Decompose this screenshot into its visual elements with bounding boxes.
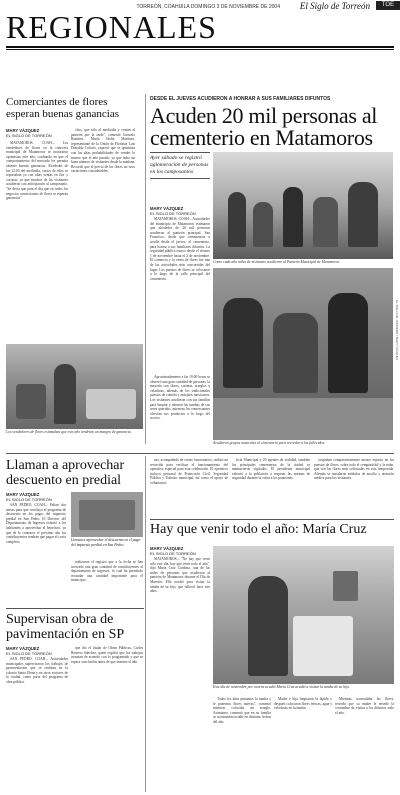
maria-byline-name: MARY VÁZQUEZ <box>150 546 184 551</box>
maria-byline <box>150 546 210 556</box>
predial-paragraph: realizaron el registro que a la fecha se han acercado una gran cantidad de contribuyentes al departamento de ingresos, lo cual ha permitido recaudar una cantidad importante para el municipio. <box>71 560 143 583</box>
section-rule <box>6 46 394 48</box>
predial-body-col2 <box>71 560 143 603</box>
flores-paragraph: MATAMOROS, COAH.– Los vendedores de flores en la cabecera municipal de Matamoros se mostraron optimistas este año, confiando en que el comportamiento del mercado les permita obtener buenas ganancias. Alrededor de las 12:00 del mediodía, varios de ellos se reportaban ya con altas ventas en flor y coronas, ya que muchos de los visitantes acudieron con anticipación al camposanto. "Se decía que para el día que en todos los negocios comerciantes de flores se esperan ganancias". <box>6 141 68 201</box>
maria-body-col2 <box>213 697 271 792</box>
main-kicker: DESDE EL JUEVES ACUDIERON A HONRAR A SUS FAMILIARES DIFUNTOS <box>150 96 331 102</box>
location-date: TORREÓN, COAHUILA DOMINGO 3 DE NOVIEMBRE DE 2004 <box>136 4 280 10</box>
mid-body-col2 <box>232 458 310 516</box>
flores-byline-name: MARY VÁZQUEZ <box>6 128 40 133</box>
column-divider <box>145 94 146 444</box>
section-rule-thin <box>6 49 394 50</box>
predial-graphic <box>71 492 143 537</box>
pavimentacion-body-col1 <box>6 657 68 792</box>
main-body-col2 <box>150 375 210 443</box>
mid-body-col1 <box>150 458 228 516</box>
mid-paragraph: licía Municipal y 20 agentes de vialidad, también los principales cementerios de la ciudad se mantuvieron vigilados. El presidente municipal exhortó a la población a respetar las normas de seguridad durante la visita a los panteones. <box>232 458 310 481</box>
flores-photo <box>6 344 143 429</box>
maria-body-col4 <box>335 697 394 792</box>
main-photo-caption: Como cada año miles de visitantes acudieron al Panteón Municipal de Matamoros. <box>213 260 340 264</box>
maria-body-col1 <box>150 557 210 792</box>
main-paragraph: Aproximadamente a las 10:00 horas se observó una gran cantidad de personas, la mayoría con flores, coronas, arreglos y veladoras, además de los tradicionales puestos de comida y antojitos mexicanos. Los visitantes acudieron con sus familias para limpiar y adornar las tumbas de sus seres queridos, mientras los comerciantes ofrecían sus productos a lo largo del acceso. <box>150 375 210 421</box>
main-byline-name: MARY VÁZQUEZ <box>150 206 184 211</box>
pavimentacion-byline-org: EL SIGLO DE TORREÓN <box>6 651 52 656</box>
pavimentacion-paragraph: SAN PEDRO, COAH.– Autoridades municipales supervisaron los trabajos de pavimentación que se realizan en la colonia Santa Elena y en otros sectores de la ciudad, como parte del programa de obra pública. <box>6 657 68 684</box>
pavimentacion-byline <box>6 646 66 656</box>
maria-body-col3 <box>274 697 332 792</box>
maria-paragraph: Todos los años pintamos la tumba y le ponemos flores nuevas", comentó mientras colocaba un arreglo. Asimismo, comentó que en su familia se acostumbra acudir en distintas fechas del año. <box>213 697 271 724</box>
mid-paragraph: ocupaban comparativamente menos espacio en los puestos de flores, sobre todo el cempasúchil y la nube, que son las flores más solicitadas en esta temporada. Además se instalaron módulos de auxilio y atención médica para los visitantes. <box>314 458 394 481</box>
flores-body-col2 <box>71 128 135 341</box>
predial-byline-org: EL SIGLO DE TORREÓN <box>6 497 52 502</box>
predial-graphic-caption: Llaman a aprovechar el descuento en el pago del impuesto predial en San Pedro. <box>71 538 141 547</box>
story-rule <box>150 519 394 520</box>
flores-byline-org: EL SIGLO DE TORREÓN <box>6 133 52 138</box>
main-paragraph: MATAMOROS, COAH.– Autoridades del municipio de Matamoros estimaron que alrededor de 20 mil personas acudieron al panteón principal, San Francisco, desde que comenzaron a acudir desde el jueves, al cementerio, para honrar a sus familiares difuntos. La seguridad pública estuvo desde el viernes 1 de noviembre hasta el 2 de noviembre. El comercio y la venta de flores fue una de las actividades más concurridas del lugar. Los puestos de flores se colocaron a lo largo de la calle principal del cementerio. <box>150 217 210 281</box>
mid-body-col3 <box>314 458 394 516</box>
pavimentacion-byline-name: MARY VÁZQUEZ <box>6 646 40 651</box>
photo-credit: EL SIGLO DE TORREÓN / MARY VÁZQUEZ <box>395 300 399 361</box>
pavimentacion-paragraph: que dio el titular de Obras Públicas, Carlos Romero Sánchez, quien explicó que los trabajos avanzan de acuerdo con lo programado y que se espera concluirlos antes de que termine el año. <box>71 646 143 664</box>
pavimentacion-headline: Supervisan obra de pavimentación en SP <box>6 612 125 642</box>
maria-headline: Hay que venir todo el año: María Cruz <box>150 522 367 537</box>
maria-paragraph: Madre e hija limpiaron la lápida y después colocaron flores frescas, agua y veladoras en la tumba. <box>274 697 332 711</box>
flores-paragraph: chos, que sólo al mediodía y venían al panteón por la tarde", comentó Gonzalo Ramírez. María Idalia Martínez, representante de la Unión de Floristas Luis Donaldo Colosio, expresó que se optimista con las altas probabilidades de vender lo mismo que el año pasado, ya que hubo un buen número de visitantes desde la mañana. Recordó que el precio de las flores no tuvo variaciones considerables. <box>71 128 135 174</box>
brand-logo: El Siglo de Torreón <box>299 1 370 11</box>
pavimentacion-body-col2 <box>71 646 143 792</box>
main-byline-org: EL SIGLO DE TORREÓN <box>150 211 196 216</box>
predial-headline: Llaman a aprovechar descuento en predial <box>6 458 125 488</box>
maria-paragraph: MATAMOROS.– "No hay que venir sólo este día, hay que venir todo el año", dijo María Cruz Cardona, una de las miles de personas que acudieron al panteón de Matamoros durante el Día de Muertos. Ella acudió para visitar la tumba de su hijo, que falleció hace tres años. <box>150 557 210 594</box>
predial-paragraph: SAN PEDRO, COAH.– Faltan dos meses para que concluya el programa de descuento en los pagos del impuesto predial en San Pedro. El Director del Departamento de Ingresos exhortó a los habitantes a aprovechar el beneficio, ya que de lo contrario el próximo año los contribuyentes tendrán que pagar el costo completo. <box>6 503 66 544</box>
main-headline: Acuden 20 mil personas al cementerio en Matamoros <box>150 105 378 149</box>
section-title: REGIONALES <box>6 9 217 45</box>
main-photo2-caption: Acudieron grupos musicales al cementerio para recordar a los fallecidos. <box>213 441 325 445</box>
main-deck: Ayer sábado se registró aglomeración de personas en los camposantos <box>150 152 210 179</box>
section-badge: TOE <box>376 1 400 10</box>
column-divider <box>145 456 146 792</box>
main-byline <box>150 206 210 216</box>
maria-photo-caption: Este día de noviembre por ocurra acudió María Cruz acudió a visitar la tumba de su hijo. <box>213 685 351 689</box>
predial-byline-name: MARY VÁZQUEZ <box>6 492 40 497</box>
predial-byline <box>6 492 66 502</box>
flores-byline <box>6 128 76 138</box>
flores-photo-caption: Los vendedores de flores estimaban que este año tendrían un margen de ganancia. <box>6 430 132 434</box>
flores-body-col1 <box>6 141 68 341</box>
main-photo <box>213 152 393 259</box>
maria-byline-org: EL SIGLO DE TORREÓN <box>150 551 196 556</box>
main-photo-musicians <box>213 268 393 440</box>
story-rule <box>6 608 144 609</box>
mid-paragraph: nes, acompañado de varias funcionarios, realizó un recorrido para verificar el funcionamiento del operativo especial para esta celebración. El operativo incluyó personal de Protección Civil, Seguridad Pública y Tránsito municipal, así como el apoyo de voluntarios. <box>150 458 228 485</box>
flores-headline: Comerciantes de flores esperan buenas ganancias <box>6 96 120 120</box>
maria-photo <box>213 546 394 684</box>
maria-paragraph: Mientras acomodaba las flores, recordó que su madre le enseñó la costumbre de visitar a los difuntos todo el año. <box>335 697 394 715</box>
predial-body-col1 <box>6 503 66 603</box>
story-rule <box>6 453 394 454</box>
